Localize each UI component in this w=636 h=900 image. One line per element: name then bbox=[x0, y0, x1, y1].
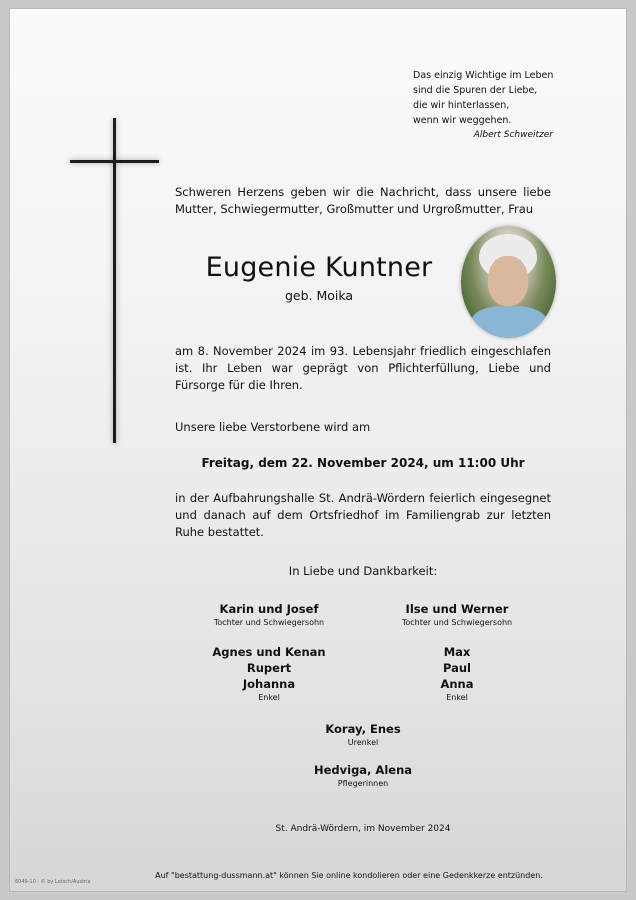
quote-author: Albert Schweitzer bbox=[473, 130, 553, 140]
portrait-photo bbox=[461, 226, 556, 338]
family-names: Hedviga, Alena bbox=[313, 763, 413, 777]
family-role: Urenkel bbox=[347, 738, 379, 747]
family-group bbox=[357, 644, 557, 704]
passing-text: am 8. November 2024 im 93. Lebensjahr friedlich eingeschlafen ist. Ihr Leben war geprägt von Pflichterfüllung, Liebe und Fürsorge für die Ihren. bbox=[175, 344, 551, 392]
family-names: Koray, Enes bbox=[325, 722, 401, 736]
cross-icon bbox=[113, 118, 116, 443]
family-names: Ilse und Werner bbox=[405, 602, 509, 616]
family-role: Enkel bbox=[258, 693, 280, 702]
announcement-text: Schweren Herzens geben wir die Nachricht, dass unsere liebe Mutter, Schwiegermutter, Großmutter und Urgroßmutter, Frau bbox=[175, 185, 551, 216]
ceremony-date: Freitag, dem 22. November 2024, um 11:00 Uhr bbox=[201, 456, 525, 470]
family-names: Max bbox=[443, 645, 471, 659]
family-names: Johanna bbox=[242, 677, 296, 691]
ceremony-text: in der Aufbahrungshalle St. Andrä-Wördern feierlich eingesegnet und danach auf dem Ortsfriedhof im Familiengrab zur letzten Ruhe bestattet. bbox=[175, 491, 551, 539]
intro-text: Unsere liebe Verstorbene wird am bbox=[175, 420, 371, 434]
family-role: Tochter und Schwiegersohn bbox=[213, 618, 325, 627]
family-names: Paul bbox=[442, 661, 471, 675]
quote-line: Das einzig Wichtige im Leben bbox=[413, 70, 554, 81]
family-names: Karin und Josef bbox=[219, 602, 319, 616]
quote-line: die wir hinterlassen, bbox=[413, 100, 510, 111]
thanks-text: In Liebe und Dankbarkeit: bbox=[288, 564, 438, 578]
family-role: Enkel bbox=[446, 693, 468, 702]
cross-icon-bar bbox=[70, 160, 159, 163]
family-names: Anna bbox=[440, 677, 474, 691]
birth-name: geb. Moika bbox=[284, 288, 354, 303]
family-role: Pflegerinnen bbox=[337, 779, 389, 788]
family-group bbox=[169, 601, 369, 629]
deceased-name: Eugenie Kuntner bbox=[205, 252, 433, 283]
family-group bbox=[263, 721, 463, 749]
obituary-card bbox=[9, 8, 627, 892]
family-names: Rupert bbox=[246, 661, 292, 675]
family-role: Tochter und Schwiegersohn bbox=[401, 618, 513, 627]
footer-note: Auf "bestattung-dussmann.at" können Sie online kondolieren oder eine Gedenkkerze entzünden. bbox=[155, 871, 543, 880]
family-names: Agnes und Kenan bbox=[212, 645, 326, 659]
quote-line: sind die Spuren der Liebe, bbox=[413, 85, 538, 96]
quote-line: wenn wir weggehen. bbox=[413, 115, 512, 126]
family-group bbox=[169, 644, 369, 704]
family-group bbox=[263, 762, 463, 790]
imprint: 6049-10 · © by Lotsch/Austria bbox=[15, 879, 91, 885]
quote bbox=[413, 68, 563, 143]
place-date: St. Andrä-Wördern, im November 2024 bbox=[275, 824, 451, 834]
family-group bbox=[357, 601, 557, 629]
